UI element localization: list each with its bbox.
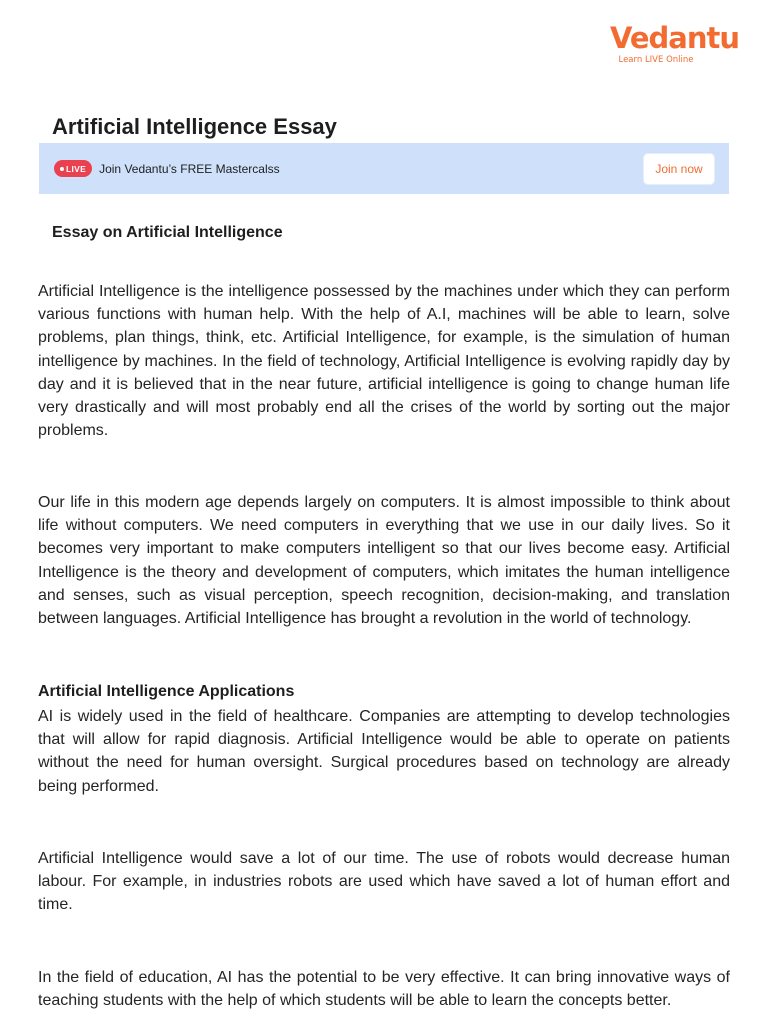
live-badge [54, 160, 92, 177]
applications-paragraph-3: In the field of education, AI has the potential to be very effective. It can bring innovative ways of teaching students with the help of which students will be able to learn the concepts better. [38, 969, 730, 1010]
vedantu-logo[interactable] [610, 21, 740, 65]
applications-heading: Artificial Intelligence Applications [38, 683, 295, 700]
join-now-button[interactable]: Join now [644, 154, 714, 184]
essay-paragraph-1: Artificial Intelligence is the intelligence possessed by the machines under which they can perform various functions with human help. With the help of A.I, machines will be able to learn, solve problems, plan things, think, etc. Artificial Intelligence, for example, is the simulation of human intelligence by machines. In the field of technology, Artificial Intelligence is evolving rapidly day by day and it is believed that in the near future, artificial intelligence is going to change human life very drastically and will most probably end all the crises of the world by sorting out the major problems. [38, 283, 730, 440]
page-title: Artificial Intelligence Essay [52, 114, 337, 139]
essay-subheading: Essay on Artificial Intelligence [52, 224, 283, 241]
essay-paragraph-2: Our life in this modern age depends largely on computers. It is almost impossible to think about life without computers. We need computers in everything that we use in our daily lives. So it becomes very important to make computers intelligent so that our lives become easy. Artificial Intelligence is the theory and development of computers, which imitates the human intelligence and senses, such as visual perception, speech recognition, decision-making, and translation between languages. Artificial Intelligence has brought a revolution in the world of technology. [38, 494, 730, 628]
masterclass-banner [39, 143, 729, 194]
logo-tagline: Learn LIVE Online [618, 55, 694, 65]
logo-wordmark: Vedantu [610, 21, 740, 55]
banner-text: Join Vedantu’s FREE Mastercalss [99, 161, 280, 176]
live-dot-icon [60, 167, 64, 171]
applications-paragraph-2: Artificial Intelligence would save a lot of our time. The use of robots would decrease human labour. For example, in industries robots are used which have saved a lot of human effort and time. [38, 850, 730, 914]
live-badge-label: LIVE [66, 163, 87, 174]
applications-paragraph-1: AI is widely used in the field of healthcare. Companies are attempting to develop technologies that will allow for rapid diagnosis. Artificial Intelligence would be able to operate on patients without the need for human oversight. Surgical procedures based on technology are already being performed. [38, 708, 730, 795]
